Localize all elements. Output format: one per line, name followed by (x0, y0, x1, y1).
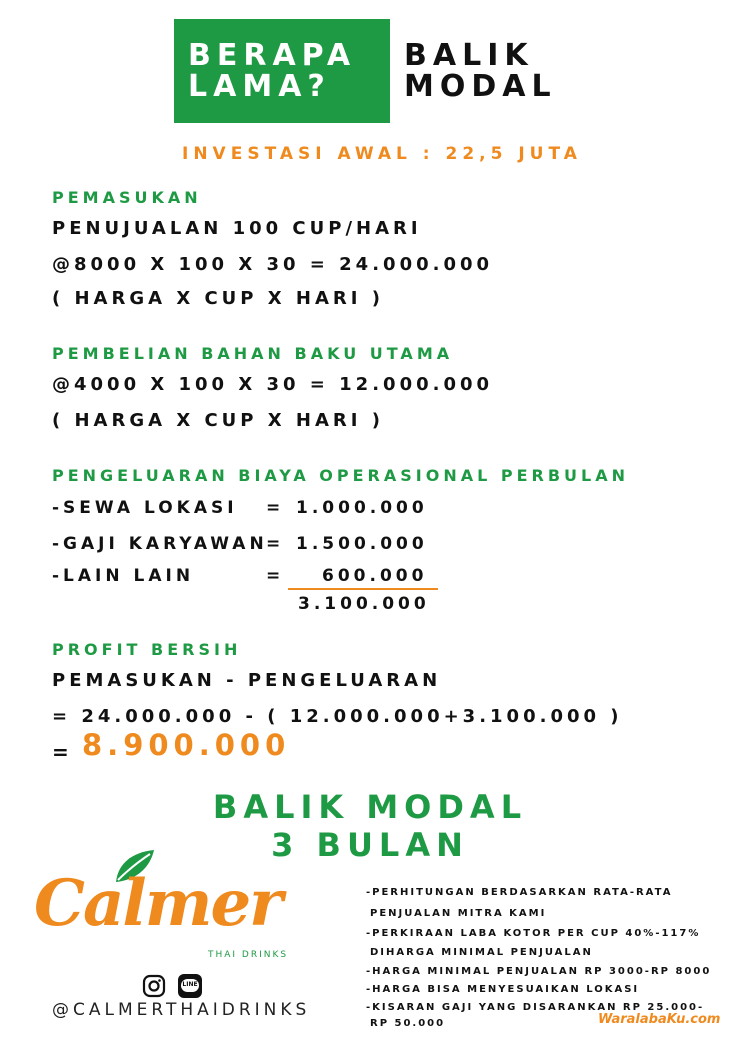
expense-eq-rent: = (266, 498, 285, 518)
initial-investment: INVESTASI AWAL : 22,5 JUTA (182, 144, 582, 164)
profit-line-1: PEMASUKAN - PENGELUARAN (52, 670, 442, 691)
note-line-3: -PERKIRAAN LABA KOTOR PER CUP 40%-117% (366, 928, 701, 939)
title-line-2: LAMA? (188, 69, 331, 104)
expense-eq-other: = (266, 566, 285, 586)
note-line-1: -PERHITUNGAN BERDASARKAN RATA-RATA (366, 887, 673, 898)
payback-duration: 3 BULAN (271, 826, 469, 864)
note-line-2: PENJUALAN MITRA KAMI (370, 908, 547, 919)
note-line-4: DIHARGA MINIMAL PENJUALAN (370, 947, 593, 958)
expense-label-salary: -GAJI KARYAWAN (52, 534, 268, 554)
note-line-5: -HARGA MINIMAL PENJUALAN RP 3000-RP 8000 (366, 966, 712, 977)
expense-value-other: 600.000 (322, 566, 428, 586)
instagram-icon[interactable] (142, 974, 166, 998)
line-icon[interactable] (178, 974, 202, 998)
expense-eq-salary: = (266, 534, 285, 554)
income-line-3: ( HARGA X CUP X HARI ) (52, 288, 384, 309)
profit-heading: PROFIT BERSIH (52, 640, 242, 659)
title-topic-line-1: BALIK (404, 38, 534, 73)
profit-value: 8.900.000 (82, 728, 291, 762)
note-line-6: -HARGA BISA MENYESUAIKAN LOKASI (366, 984, 640, 995)
sum-underline (288, 588, 438, 590)
income-line-2: @8000 X 100 X 30 = 24.000.000 (52, 254, 494, 275)
profit-line-2: = 24.000.000 - ( 12.000.000+3.100.000 ) (52, 706, 623, 727)
brand-tagline: THAI DRINKS (208, 950, 289, 960)
purchase-line-2: ( HARGA X CUP X HARI ) (52, 410, 384, 431)
profit-equals: = (52, 740, 73, 764)
expense-value-rent: 1.000.000 (296, 498, 428, 518)
purchase-heading: PEMBELIAN BAHAN BAKU UTAMA (52, 344, 454, 363)
purchase-line-1: @4000 X 100 X 30 = 12.000.000 (52, 374, 494, 395)
title-question (188, 40, 356, 102)
social-handle: @CALMERTHAIDRINKS (52, 1000, 311, 1020)
title-line-1: BERAPA (188, 38, 357, 73)
watermark: WaralabaKu.com (598, 1012, 721, 1027)
payback-title: BALIK MODAL (212, 788, 528, 826)
note-line-7: -KISARAN GAJI YANG DISARANKAN RP 25.000- (366, 1002, 705, 1013)
title-topic-line-2: MODAL (404, 69, 557, 104)
title-topic (404, 40, 557, 102)
expense-label-rent: -SEWA LOKASI (52, 498, 238, 518)
income-heading: PEMASUKAN (52, 188, 202, 207)
expense-value-salary: 1.500.000 (296, 534, 428, 554)
expense-total: 3.100.000 (298, 594, 430, 614)
note-line-8: RP 50.000 (370, 1018, 446, 1029)
expense-heading: PENGELUARAN BIAYA OPERASIONAL PERBULAN (52, 466, 629, 485)
line-icon-label: LINE (182, 981, 198, 988)
expense-label-other: -LAIN LAIN (52, 566, 195, 586)
income-line-1: PENUJUALAN 100 CUP/HARI (52, 218, 422, 239)
brand-logo: Calmer (34, 866, 281, 941)
